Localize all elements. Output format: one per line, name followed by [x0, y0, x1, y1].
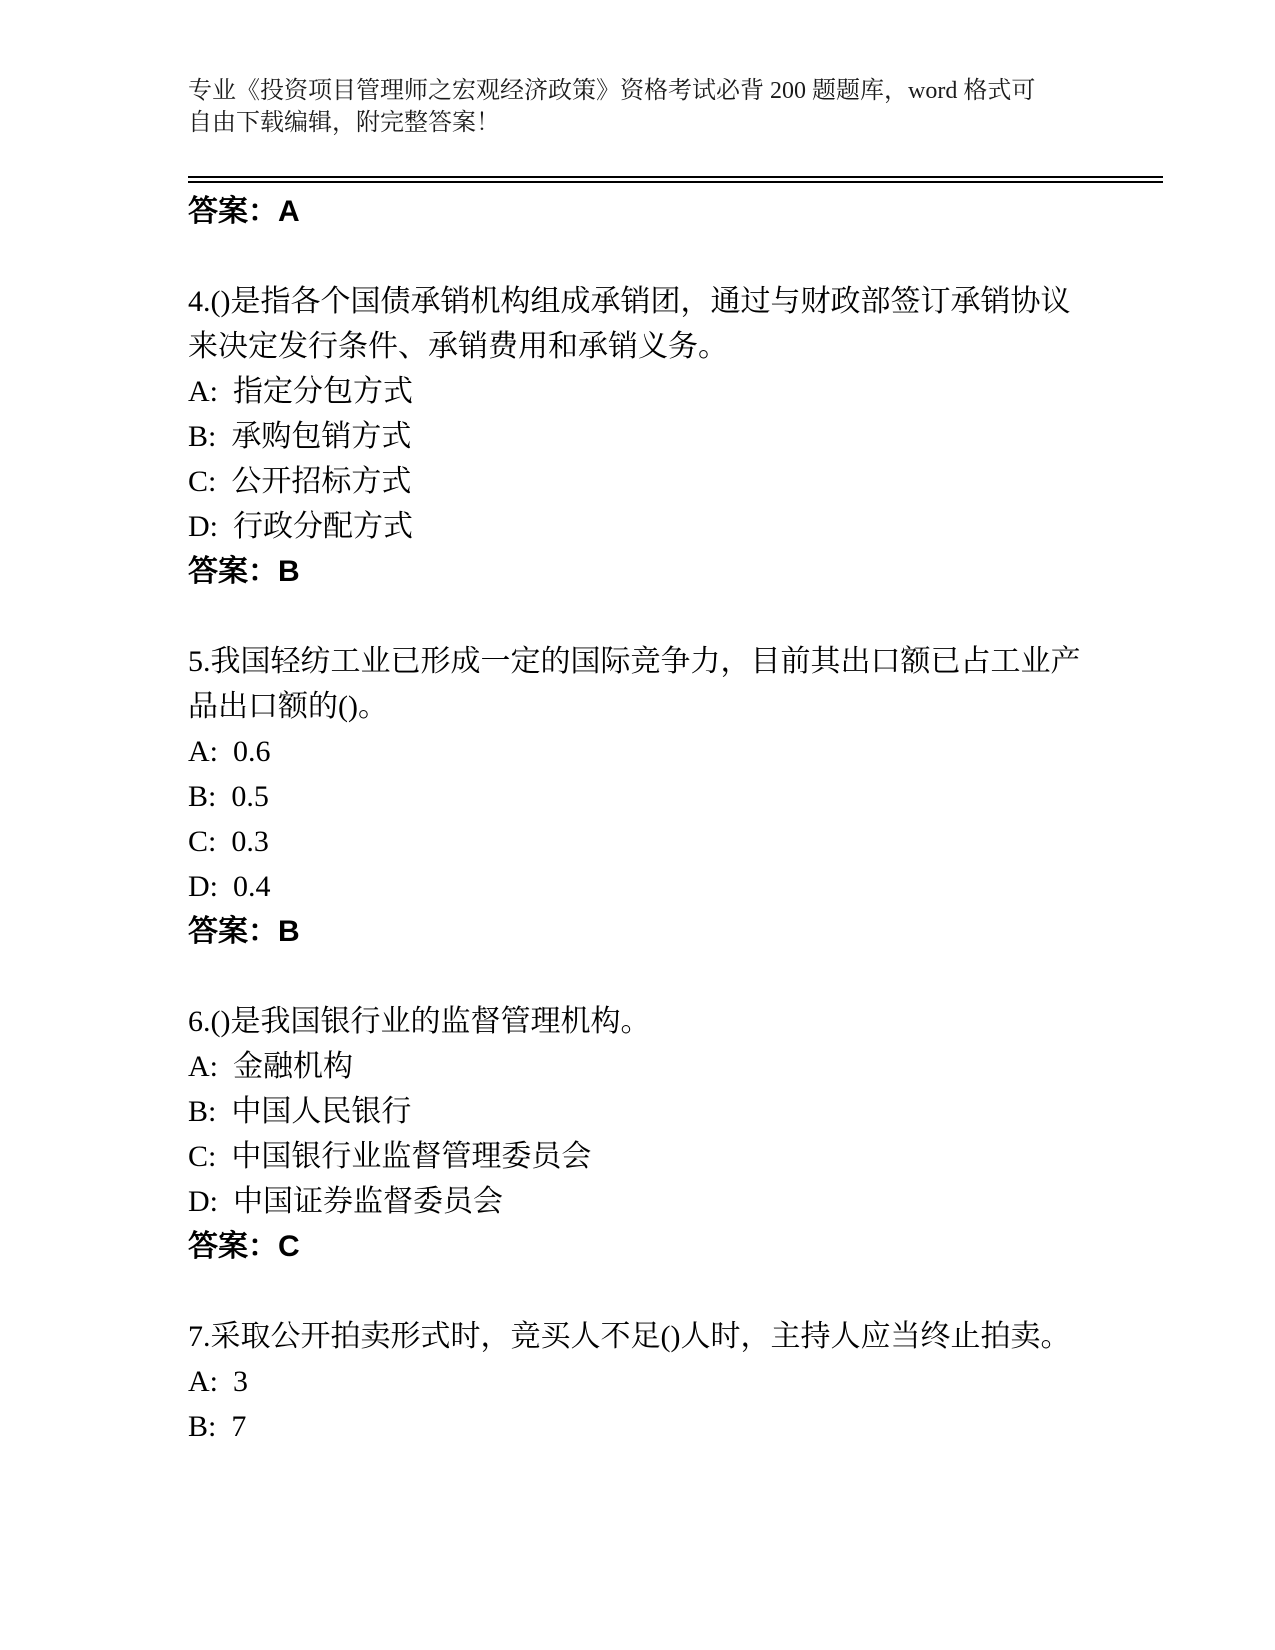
header-divider: [188, 176, 1163, 183]
question-5: [188, 639, 1163, 954]
question-5-option-c: C: 0.3: [188, 825, 269, 858]
answer-line-q5: 答案：B: [188, 915, 300, 948]
question-6-option-a: A: 金融机构: [188, 1050, 353, 1083]
question-7: [188, 1314, 1163, 1449]
question-4-option-d: D: 行政分配方式: [188, 510, 413, 543]
document-page: [188, 0, 1163, 1449]
header-text-line-2: 自由下载编辑，附完整答案！: [188, 110, 500, 136]
question-6-stem-line-1: 6.()是我国银行业的监督管理机构。: [188, 1005, 651, 1038]
question-5-option-a: A: 0.6: [188, 735, 271, 768]
answer-line-q3: 答案：A: [188, 195, 300, 228]
question-4: [188, 279, 1163, 594]
page-header: [188, 75, 1163, 139]
question-5-stem-line-1: 5.我国轻纺工业已形成一定的国际竞争力，目前其出口额已占工业产: [188, 645, 1081, 678]
question-4-option-c: C: 公开招标方式: [188, 465, 412, 498]
question-6-option-b: B: 中国人民银行: [188, 1095, 412, 1128]
question-6: [188, 999, 1163, 1269]
answer-line-q6: 答案：C: [188, 1230, 300, 1263]
question-4-stem-line-1: 4.()是指各个国债承销机构组成承销团，通过与财政部签订承销协议: [188, 285, 1071, 318]
question-6-option-c: C: 中国银行业监督管理委员会: [188, 1140, 592, 1173]
question-4-option-a: A: 指定分包方式: [188, 375, 413, 408]
question-6-option-d: D: 中国证券监督委员会: [188, 1185, 503, 1218]
question-4-option-b: B: 承购包销方式: [188, 420, 412, 453]
question-5-stem-line-2: 品出口额的()。: [188, 690, 388, 723]
question-5-option-b: B: 0.5: [188, 780, 269, 813]
question-7-option-a: A: 3: [188, 1365, 248, 1398]
question-4-stem-line-2: 来决定发行条件、承销费用和承销义务。: [188, 330, 728, 363]
question-7-stem-line-1: 7.采取公开拍卖形式时，竞买人不足()人时，主持人应当终止拍卖。: [188, 1320, 1071, 1353]
question-7-option-b: B: 7: [188, 1410, 247, 1443]
answer-line-q4: 答案：B: [188, 555, 300, 588]
question-5-option-d: D: 0.4: [188, 870, 271, 903]
header-text-line-1: 专业《投资项目管理师之宏观经济政策》资格考试必背 200 题题库，word 格式可: [188, 78, 1036, 104]
